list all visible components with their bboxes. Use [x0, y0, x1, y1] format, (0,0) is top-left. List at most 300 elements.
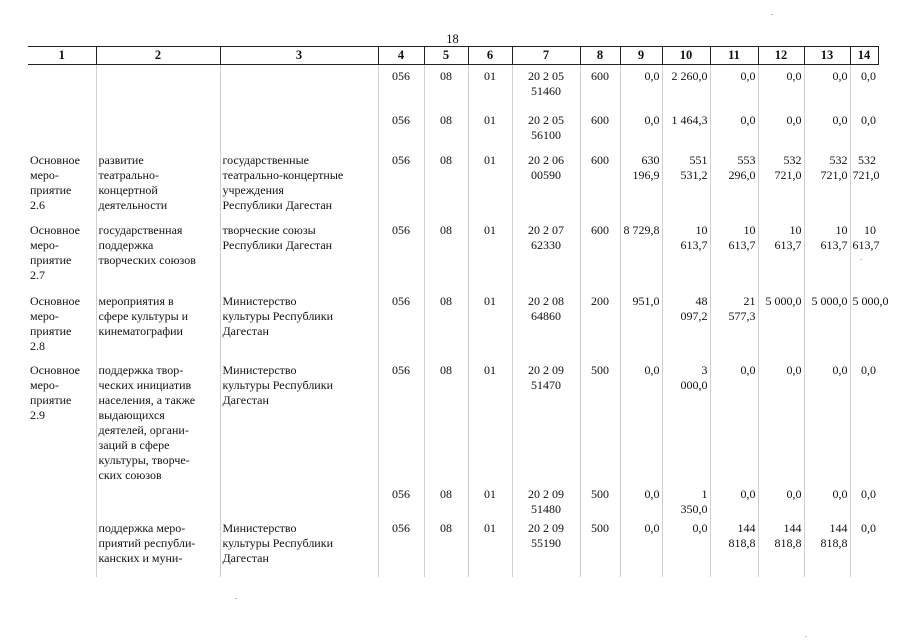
- cell-code-csr: [512, 149, 580, 220]
- cell-executor: [220, 359, 378, 483]
- cell-text: Основное: [30, 362, 80, 377]
- cell-text: 20 2 06: [528, 152, 564, 167]
- cell-text: 0,0: [692, 520, 708, 535]
- cell-text: 01: [484, 69, 496, 83]
- cell-value-2020: [710, 220, 758, 290]
- cell-code-pr: [468, 105, 512, 149]
- cell-value-2022: [804, 483, 850, 517]
- cell-value-2022: [804, 105, 850, 149]
- table-row: [28, 149, 878, 220]
- scan-speck: [860, 259, 862, 260]
- cell-text: культуры Республики: [222, 377, 333, 392]
- cell-text: 350,0: [680, 501, 708, 516]
- cell-value-2019: [662, 105, 710, 149]
- cell-text: 818,8: [774, 535, 802, 550]
- cell-text: меро-: [30, 167, 59, 182]
- cell-executor: [220, 517, 378, 577]
- column-header: 4: [378, 47, 424, 65]
- cell-text: 532: [783, 152, 802, 167]
- column-header: 13: [804, 47, 850, 65]
- cell-code-pr: [468, 517, 512, 577]
- cell-value-2021: [758, 105, 804, 149]
- column-header: 3: [220, 47, 378, 65]
- cell-text: 2 260,0: [671, 69, 708, 83]
- cell-value-2022: [804, 290, 850, 359]
- cell-item-type: [28, 149, 96, 220]
- cell-text: творческих союзов: [98, 252, 196, 267]
- cell-text: 62330: [531, 237, 561, 252]
- cell-text: 532: [829, 152, 848, 167]
- cell-text: 551: [689, 152, 708, 167]
- cell-text: 08: [440, 520, 452, 535]
- table-row: [28, 65, 878, 105]
- cell-item-type: [28, 483, 96, 517]
- cell-text: 0,0: [740, 112, 756, 127]
- cell-code-vr: [580, 359, 620, 483]
- cell-text: 056: [392, 362, 410, 377]
- cell-code-rz: [424, 359, 468, 483]
- cell-code-pr: [468, 149, 512, 220]
- cell-value-2019: [662, 517, 710, 577]
- cell-item-name: [96, 290, 220, 359]
- cell-text: 0,0: [644, 486, 660, 501]
- cell-item-type: [28, 359, 96, 483]
- cell-value-2022: [804, 517, 850, 577]
- cell-text: 0,0: [740, 486, 756, 501]
- cell-text: государственная: [98, 222, 183, 237]
- cell-text: Основное: [30, 152, 80, 167]
- cell-executor: [220, 220, 378, 290]
- cell-text: Республики Дагестан: [222, 197, 333, 212]
- cell-value-2021: [758, 220, 804, 290]
- cell-text: 01: [484, 293, 496, 308]
- cell-text: государственные: [222, 152, 309, 167]
- cell-text: 01: [484, 520, 496, 535]
- cell-text: 0,0: [740, 69, 756, 83]
- cell-value-2018: [620, 149, 662, 220]
- cell-text: 577,3: [728, 308, 756, 323]
- cell-text: Дагестан: [222, 392, 269, 407]
- cell-text: 056: [392, 520, 410, 535]
- cell-text: 951,0: [632, 293, 660, 308]
- cell-code-vr: [580, 290, 620, 359]
- cell-text: 500: [591, 486, 609, 501]
- cell-text: 2.7: [30, 267, 45, 282]
- cell-text: 056: [392, 69, 410, 83]
- cell-code-grbs: [378, 359, 424, 483]
- cell-code-rz: [424, 149, 468, 220]
- cell-text: 10: [789, 222, 802, 237]
- cell-text: 600: [591, 69, 609, 83]
- cell-text: 1: [701, 486, 708, 501]
- cell-code-vr: [580, 65, 620, 105]
- cell-text: 296,0: [728, 167, 756, 182]
- cell-value-2023: [850, 105, 878, 149]
- table-row: [28, 220, 878, 290]
- column-header: 11: [710, 47, 758, 65]
- cell-text: меро-: [30, 237, 59, 252]
- scan-speck: [805, 636, 807, 637]
- cell-code-csr: [512, 220, 580, 290]
- cell-text: Дагестан: [222, 323, 269, 338]
- cell-text: Министерство: [222, 293, 297, 308]
- cell-item-type: [28, 220, 96, 290]
- cell-text: приятие: [30, 182, 72, 197]
- cell-text: ческих инициатив: [98, 377, 192, 392]
- cell-code-vr: [580, 220, 620, 290]
- cell-text: 200: [591, 293, 609, 308]
- cell-text: 056: [392, 293, 410, 308]
- cell-text: 08: [440, 69, 452, 83]
- column-header: 10: [662, 47, 710, 65]
- cell-text: приятие: [30, 252, 72, 267]
- cell-text: 0,0: [644, 69, 660, 83]
- cell-text: 0,0: [786, 112, 802, 127]
- cell-text: 0,0: [861, 486, 876, 501]
- cell-text: Основное: [30, 293, 80, 308]
- cell-text: 5 000,0: [852, 293, 889, 308]
- cell-text: приятий республи-: [98, 535, 196, 550]
- cell-text: 08: [440, 222, 452, 237]
- cell-text: 097,2: [680, 308, 708, 323]
- cell-text: 613,7: [852, 237, 880, 252]
- cell-text: 500: [591, 362, 609, 377]
- column-header: 8: [580, 47, 620, 65]
- cell-text: 08: [440, 112, 452, 127]
- cell-code-csr: [512, 105, 580, 149]
- cell-text: 144: [829, 520, 848, 535]
- cell-text: Дагестан: [222, 550, 269, 565]
- cell-text: 51470: [531, 377, 561, 392]
- cell-text: 2.8: [30, 338, 45, 353]
- cell-text: развитие: [98, 152, 144, 167]
- cell-text: Министерство: [222, 362, 297, 377]
- cell-text: населения, а также: [98, 392, 196, 407]
- cell-code-rz: [424, 483, 468, 517]
- cell-text: 01: [484, 362, 496, 377]
- cell-value-2019: [662, 290, 710, 359]
- cell-text: 056: [392, 112, 410, 127]
- cell-text: 000,0: [680, 377, 708, 392]
- cell-text: 0,0: [832, 112, 848, 127]
- cell-text: 51460: [531, 84, 561, 98]
- cell-text: 721,0: [852, 167, 880, 182]
- cell-value-2021: [758, 65, 804, 105]
- cell-code-vr: [580, 517, 620, 577]
- cell-text: 0,0: [644, 520, 660, 535]
- cell-item-name: [96, 105, 220, 149]
- cell-text: ских союзов: [98, 467, 162, 482]
- cell-text: 20 2 08: [528, 293, 564, 308]
- cell-code-vr: [580, 149, 620, 220]
- cell-item-name: [96, 359, 220, 483]
- column-header: 1: [28, 47, 96, 65]
- page-number: 18: [446, 32, 459, 46]
- cell-text: учреждения: [222, 182, 284, 197]
- cell-executor: [220, 483, 378, 517]
- cell-value-2023: [850, 149, 878, 220]
- cell-value-2021: [758, 483, 804, 517]
- cell-text: 64860: [531, 308, 561, 323]
- cell-value-2021: [758, 517, 804, 577]
- cell-text: 48: [695, 293, 708, 308]
- cell-code-grbs: [378, 517, 424, 577]
- cell-text: Основное: [30, 222, 80, 237]
- cell-value-2023: [850, 517, 878, 577]
- cell-text: кинематографии: [98, 323, 183, 338]
- column-header: 2: [96, 47, 220, 65]
- cell-text: 613,7: [728, 237, 756, 252]
- cell-text: заций в сфере: [98, 437, 170, 452]
- cell-value-2023: [850, 359, 878, 483]
- cell-text: 721,0: [820, 167, 848, 182]
- cell-value-2022: [804, 220, 850, 290]
- cell-value-2022: [804, 359, 850, 483]
- cell-text: 196,9: [632, 167, 660, 182]
- cell-text: 8 729,8: [623, 222, 660, 237]
- cell-text: 01: [484, 486, 496, 501]
- cell-text: 00590: [531, 167, 561, 182]
- cell-text: 08: [440, 293, 452, 308]
- table-row: [28, 517, 878, 577]
- cell-code-rz: [424, 290, 468, 359]
- cell-text: 0,0: [832, 69, 848, 83]
- cell-value-2020: [710, 517, 758, 577]
- cell-executor: [220, 105, 378, 149]
- column-header: 5: [424, 47, 468, 65]
- cell-text: 056: [392, 152, 410, 167]
- cell-value-2019: [662, 65, 710, 105]
- cell-text: 0,0: [832, 362, 848, 377]
- cell-value-2018: [620, 65, 662, 105]
- cell-text: 0,0: [786, 69, 802, 83]
- cell-text: 55190: [531, 535, 561, 550]
- column-header: 14: [850, 47, 878, 65]
- cell-text: деятельности: [98, 197, 168, 212]
- cell-text: 613,7: [680, 237, 708, 252]
- cell-code-pr: [468, 220, 512, 290]
- column-header: 6: [468, 47, 512, 65]
- cell-text: культуры Республики: [222, 308, 333, 323]
- cell-text: 08: [440, 152, 452, 167]
- cell-code-grbs: [378, 65, 424, 105]
- cell-text: 1 464,3: [671, 112, 708, 127]
- cell-text: 144: [737, 520, 756, 535]
- cell-text: 630: [641, 152, 660, 167]
- cell-item-name: [96, 517, 220, 577]
- cell-text: 0,0: [644, 112, 660, 127]
- cell-text: 20 2 05: [528, 112, 564, 127]
- cell-code-pr: [468, 65, 512, 105]
- cell-text: 10: [864, 222, 876, 237]
- cell-text: 56100: [531, 127, 561, 142]
- cell-code-grbs: [378, 290, 424, 359]
- cell-value-2019: [662, 359, 710, 483]
- cell-text: 0,0: [861, 112, 876, 127]
- cell-text: 721,0: [774, 167, 802, 182]
- cell-value-2023: [850, 220, 878, 290]
- cell-text: 0,0: [786, 362, 802, 377]
- cell-executor: [220, 65, 378, 105]
- cell-item-name: [96, 483, 220, 517]
- cell-text: 0,0: [861, 69, 876, 83]
- cell-text: 2.6: [30, 197, 45, 212]
- cell-code-grbs: [378, 105, 424, 149]
- cell-text: 600: [591, 112, 609, 127]
- cell-text: приятие: [30, 323, 72, 338]
- table-row: [28, 105, 878, 149]
- cell-text: 5 000,0: [811, 293, 848, 308]
- cell-text: деятелей, органи-: [98, 422, 189, 437]
- cell-text: 613,7: [774, 237, 802, 252]
- cell-text: 0,0: [786, 486, 802, 501]
- cell-code-rz: [424, 105, 468, 149]
- column-header: 7: [512, 47, 580, 65]
- cell-text: 51480: [531, 501, 561, 516]
- cell-text: 531,2: [680, 167, 708, 182]
- cell-code-csr: [512, 483, 580, 517]
- cell-text: 20 2 05: [528, 69, 564, 83]
- cell-text: 10: [835, 222, 848, 237]
- cell-code-vr: [580, 105, 620, 149]
- cell-executor: [220, 290, 378, 359]
- cell-code-rz: [424, 220, 468, 290]
- cell-text: 0,0: [740, 362, 756, 377]
- scan-speck: [235, 598, 237, 599]
- cell-text: 056: [392, 486, 410, 501]
- cell-value-2021: [758, 290, 804, 359]
- cell-text: театрально-: [98, 167, 159, 182]
- cell-text: Республики Дагестан: [222, 237, 333, 252]
- column-header: 12: [758, 47, 804, 65]
- cell-text: 20 2 09: [528, 486, 564, 501]
- cell-executor: [220, 149, 378, 220]
- cell-text: концертной: [98, 182, 158, 197]
- cell-text: культуры Республики: [222, 535, 333, 550]
- cell-text: 0,0: [861, 362, 876, 377]
- cell-code-grbs: [378, 149, 424, 220]
- cell-text: поддержка меро-: [98, 520, 186, 535]
- cell-text: театрально-концертные: [222, 167, 344, 182]
- cell-code-rz: [424, 517, 468, 577]
- cell-text: 21: [743, 293, 756, 308]
- cell-text: культуры, творче-: [98, 452, 190, 467]
- cell-item-type: [28, 290, 96, 359]
- cell-value-2020: [710, 105, 758, 149]
- cell-value-2020: [710, 290, 758, 359]
- cell-text: 01: [484, 222, 496, 237]
- cell-code-pr: [468, 359, 512, 483]
- cell-code-pr: [468, 483, 512, 517]
- cell-code-csr: [512, 290, 580, 359]
- cell-text: 01: [484, 152, 496, 167]
- cell-value-2020: [710, 65, 758, 105]
- cell-text: 01: [484, 112, 496, 127]
- cell-code-csr: [512, 359, 580, 483]
- header-row: [28, 47, 878, 65]
- cell-text: меро-: [30, 377, 59, 392]
- cell-text: поддержка твор-: [98, 362, 184, 377]
- cell-value-2019: [662, 149, 710, 220]
- cell-text: 600: [591, 152, 609, 167]
- cell-text: приятие: [30, 392, 72, 407]
- cell-text: 500: [591, 520, 609, 535]
- cell-text: 600: [591, 222, 609, 237]
- cell-item-type: [28, 65, 96, 105]
- cell-text: 0,0: [861, 520, 876, 535]
- cell-text: 08: [440, 362, 452, 377]
- cell-value-2021: [758, 359, 804, 483]
- cell-text: Министерство: [222, 520, 297, 535]
- table-body: [28, 65, 889, 577]
- table-row: [28, 290, 878, 359]
- cell-text: 3: [701, 362, 708, 377]
- cell-value-2018: [620, 290, 662, 359]
- cell-text: 056: [392, 222, 410, 237]
- cell-text: поддержка: [98, 237, 154, 252]
- cell-value-2018: [620, 220, 662, 290]
- cell-text: творческие союзы: [222, 222, 316, 237]
- cell-value-2018: [620, 105, 662, 149]
- cell-value-2018: [620, 359, 662, 483]
- column-header: 9: [620, 47, 662, 65]
- cell-code-pr: [468, 290, 512, 359]
- cell-code-grbs: [378, 220, 424, 290]
- cell-code-csr: [512, 517, 580, 577]
- cell-value-2018: [620, 483, 662, 517]
- cell-code-csr: [512, 65, 580, 105]
- cell-value-2019: [662, 483, 710, 517]
- cell-text: 532: [858, 152, 876, 167]
- cell-text: 818,8: [820, 535, 848, 550]
- cell-text: 10: [695, 222, 708, 237]
- cell-value-2022: [804, 65, 850, 105]
- cell-item-name: [96, 149, 220, 220]
- cell-value-2020: [710, 149, 758, 220]
- cell-text: 20 2 07: [528, 222, 564, 237]
- table-row: [28, 483, 878, 517]
- cell-item-type: [28, 105, 96, 149]
- cell-text: сфере культуры и: [98, 308, 189, 323]
- cell-value-2023: [850, 290, 889, 359]
- cell-text: 10: [743, 222, 756, 237]
- cell-text: 0,0: [832, 486, 848, 501]
- cell-value-2023: [850, 483, 878, 517]
- cell-text: 553: [737, 152, 756, 167]
- cell-value-2022: [804, 149, 850, 220]
- cell-text: выдающихся: [98, 407, 165, 422]
- cell-text: 20 2 09: [528, 362, 564, 377]
- cell-code-grbs: [378, 483, 424, 517]
- cell-text: 2.9: [30, 407, 45, 422]
- cell-value-2018: [620, 517, 662, 577]
- cell-value-2019: [662, 220, 710, 290]
- cell-item-name: [96, 220, 220, 290]
- cell-value-2021: [758, 149, 804, 220]
- cell-text: меро-: [30, 308, 59, 323]
- cell-text: 613,7: [820, 237, 848, 252]
- cell-text: 818,8: [728, 535, 756, 550]
- cell-text: 08: [440, 486, 452, 501]
- cell-code-rz: [424, 65, 468, 105]
- cell-item-name: [96, 65, 220, 105]
- cell-text: 20 2 09: [528, 520, 564, 535]
- cell-text: 5 000,0: [765, 293, 802, 308]
- cell-text: 0,0: [644, 362, 660, 377]
- cell-text: мероприятия в: [98, 293, 174, 308]
- cell-item-type: [28, 517, 96, 577]
- cell-text: канских и муни-: [98, 550, 183, 565]
